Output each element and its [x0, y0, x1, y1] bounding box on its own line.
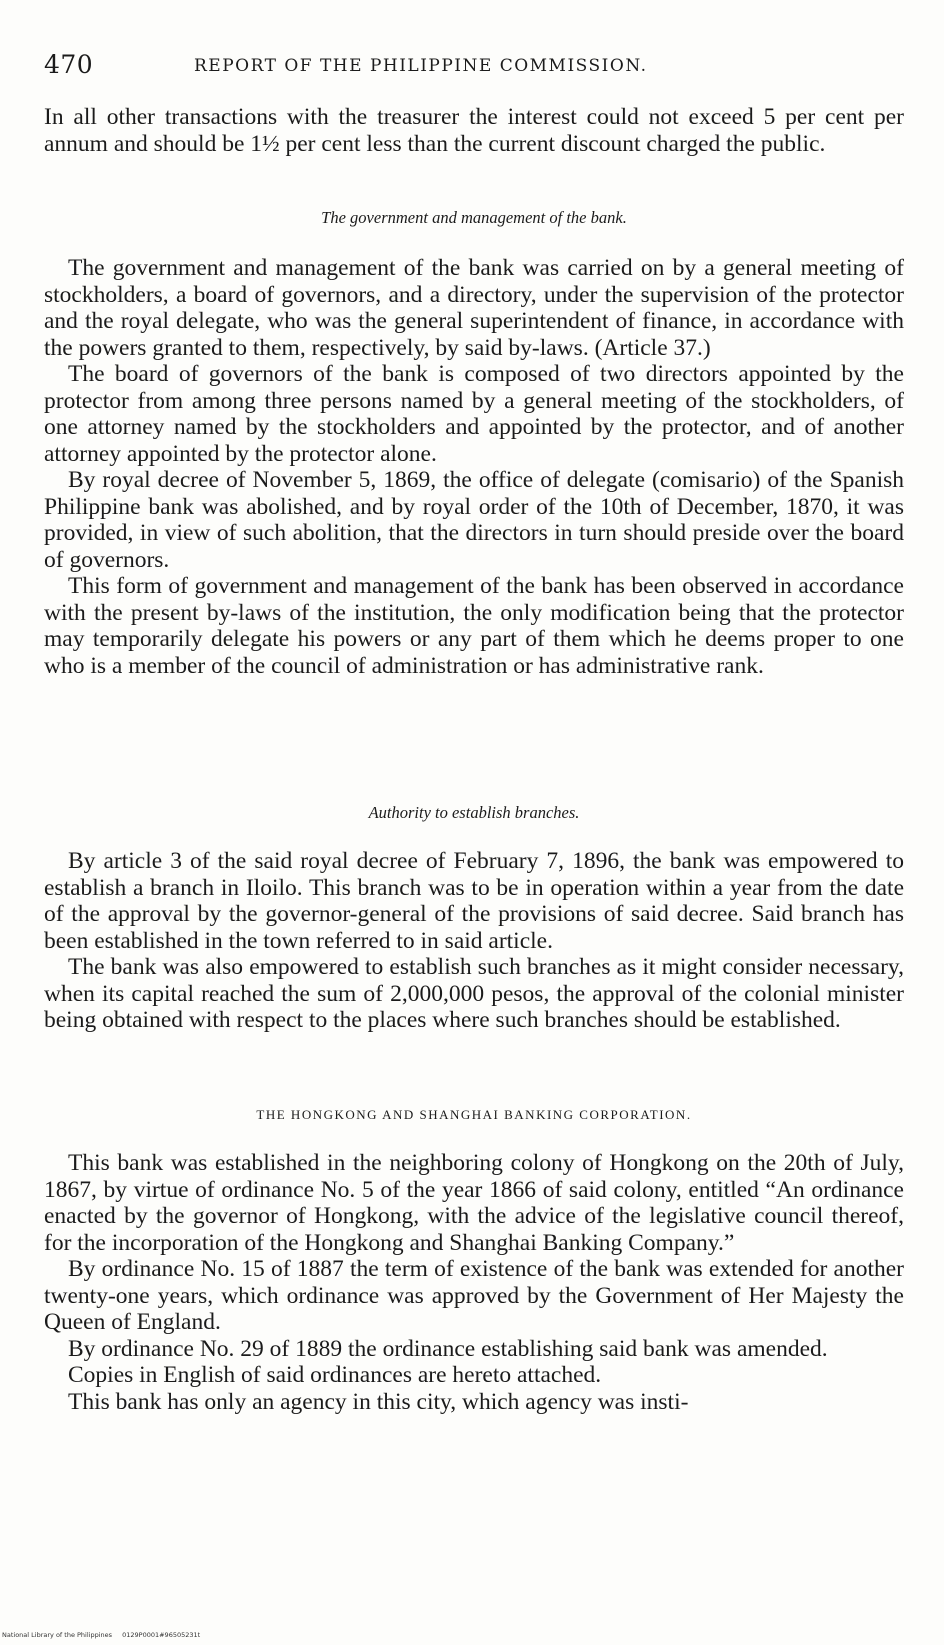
section-government-body	[44, 255, 904, 679]
section-hongkong-bank-body	[44, 1150, 904, 1415]
paragraph: By ordinance No. 29 of 1889 the ordinance establishing said bank was amended.	[68, 1335, 828, 1362]
footer-code: 0129P0001#96505231t	[122, 1631, 201, 1639]
section-heading-hongkong-bank: THE HONGKONG AND SHANGHAI BANKING CORPORATION.	[256, 1107, 692, 1122]
page-header	[44, 50, 904, 80]
page-number: 470	[44, 50, 94, 79]
running-head: REPORT OF THE PHILIPPINE COMMISSION.	[194, 56, 648, 76]
paragraph: This form of government and management of the bank has been observed in accordance with the present by-laws of the institution, the only modification being that the protector may temporarily delegate his powers or any part of them which he deems proper to one who is a member of the council of administration or has administrative rank.	[44, 573, 904, 679]
paragraph: This bank was established in the neighboring colony of Hongkong on the 20th of July, 1867, by virtue of ordinance No. 5 of the year 1866 of said colony, entitled “An ordinance enacted by the governor of Hongkong, with the advice of the legislative council thereof, for the incorporation of the Hongkong and Shanghai Banking Company.”	[44, 1150, 904, 1256]
paragraph: This bank has only an agency in this city, which agency was insti-	[68, 1388, 689, 1415]
opening-paragraph-block	[44, 104, 904, 157]
section-branches-body	[44, 848, 904, 1034]
scan-footer	[2, 1631, 200, 1639]
paragraph: The government and management of the bank was carried on by a general meeting of stockholders, a board of governors, and a directory, under the supervision of the protector and the royal delegate, who was the general superintendent of finance, in accordance with the powers granted to them, respectively, by said by-laws. (Article 37.)	[44, 255, 904, 361]
paragraph: Copies in English of said ordinances are hereto attached.	[68, 1362, 602, 1388]
paragraph: In all other transactions with the treasurer the interest could not exceed 5 per cent per annum and should be 1½ per cent less than the current discount charged the public.	[44, 104, 904, 157]
paragraph: By royal decree of November 5, 1869, the office of delegate (comisario) of the Spanish Philippine bank was abolished, and by royal order of the 10th of December, 1870, it was provided, in view of such abolition, that the directors in turn should preside over the board of governors.	[44, 467, 904, 573]
paragraph: By article 3 of the said royal decree of February 7, 1896, the bank was empowered to establish a branch in Iloilo. This branch was to be in operation within a year from the date of the approval by the governor-general of the provisions of said decree. Said branch has been established in the town referred to in said article.	[44, 848, 904, 954]
paragraph: The bank was also empowered to establish such branches as it might consider necessary, when its capital reached the sum of 2,000,000 pesos, the approval of the colonial minister being obtained with respect to the places where such branches should be established.	[44, 954, 904, 1033]
section-heading-branches: Authority to establish branches.	[368, 803, 580, 822]
paragraph: The board of governors of the bank is composed of two directors appointed by the protector from among three persons named by a general meeting of the stockholders, of one attorney named by the stockholders and appointed by the protector, and of another attorney appointed by the protector alone.	[44, 361, 904, 467]
footer-library: National Library of the Philippines	[2, 1631, 113, 1639]
section-heading-government: The government and management of the bank.	[321, 208, 627, 227]
paragraph: By ordinance No. 15 of 1887 the term of existence of the bank was extended for another twenty-one years, which ordinance was approved by the Government of Her Majesty the Queen of England.	[44, 1256, 904, 1335]
